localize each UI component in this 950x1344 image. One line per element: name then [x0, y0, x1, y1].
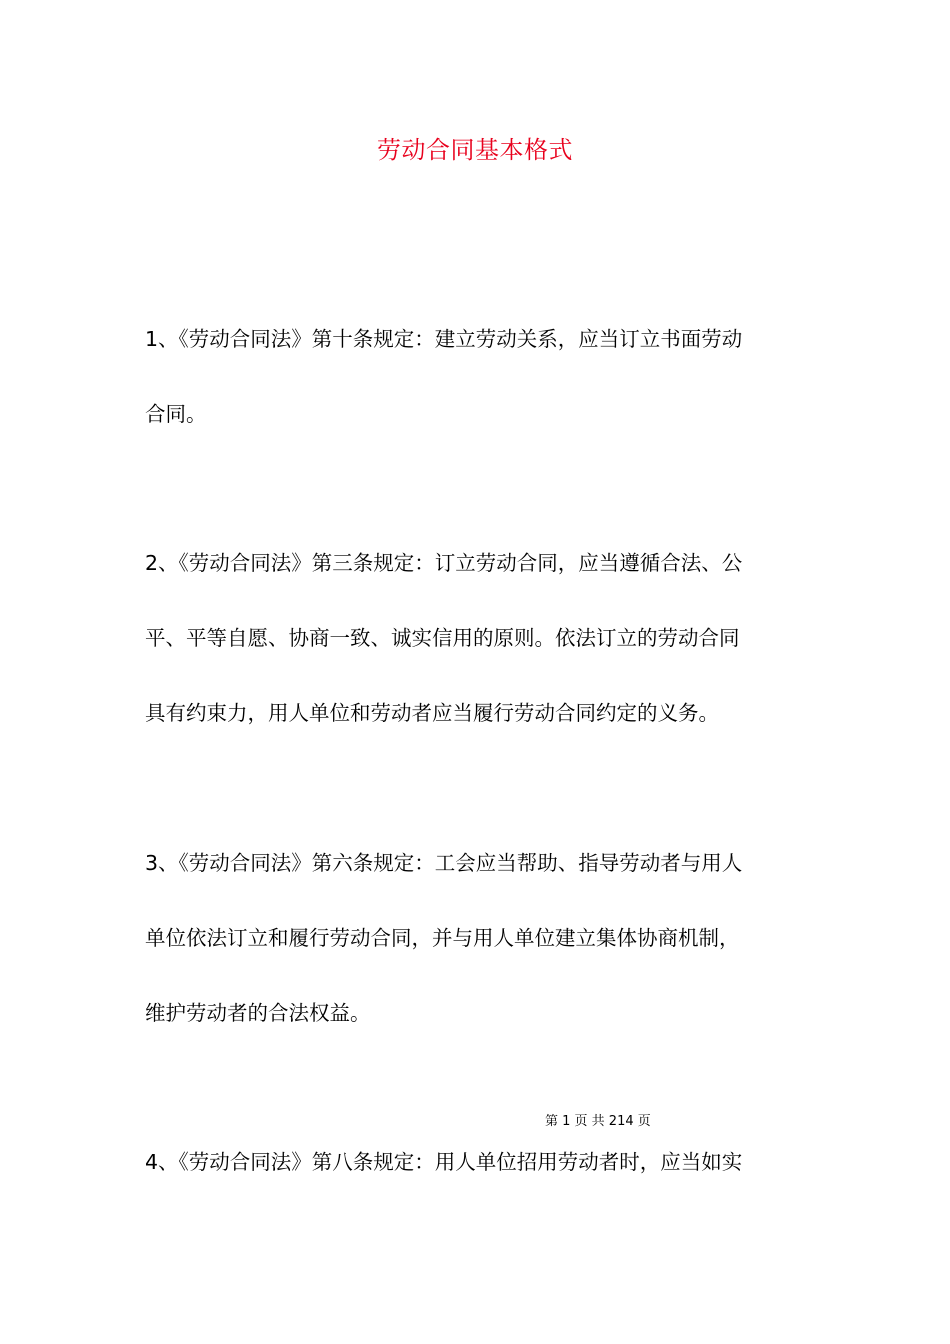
- paragraph-3: [145, 826, 810, 1051]
- paragraph-line: 平、平等自愿、协商一致、诚实信用的原则。依法订立的劳动合同: [145, 626, 740, 650]
- paragraph-line: 3、《劳动合同法》第六条规定：工会应当帮助、指导劳动者与用人: [145, 851, 743, 875]
- paragraph-line: 4、《劳动合同法》第八条规定：用人单位招用劳动者时，应当如实: [145, 1150, 743, 1174]
- page-number-footer: 第 1 页 共 214 页: [545, 1114, 651, 1129]
- paragraph-line: 维护劳动者的合法权益。: [145, 1001, 371, 1025]
- paragraph-4: [145, 1125, 810, 1200]
- document-title: 劳动合同基本格式: [377, 136, 573, 164]
- paragraph-line: 2、《劳动合同法》第三条规定：订立劳动合同，应当遵循合法、公: [145, 551, 743, 575]
- paragraph-line: 单位依法订立和履行劳动合同，并与用人单位建立集体协商机制，: [145, 926, 740, 950]
- paragraph-line: 具有约束力，用人单位和劳动者应当履行劳动合同约定的义务。: [145, 701, 719, 725]
- paragraph-1: [145, 302, 810, 452]
- paragraph-line: 合同。: [145, 402, 207, 426]
- paragraph-2: [145, 526, 810, 751]
- paragraph-line: 1、《劳动合同法》第十条规定：建立劳动关系，应当订立书面劳动: [145, 327, 743, 351]
